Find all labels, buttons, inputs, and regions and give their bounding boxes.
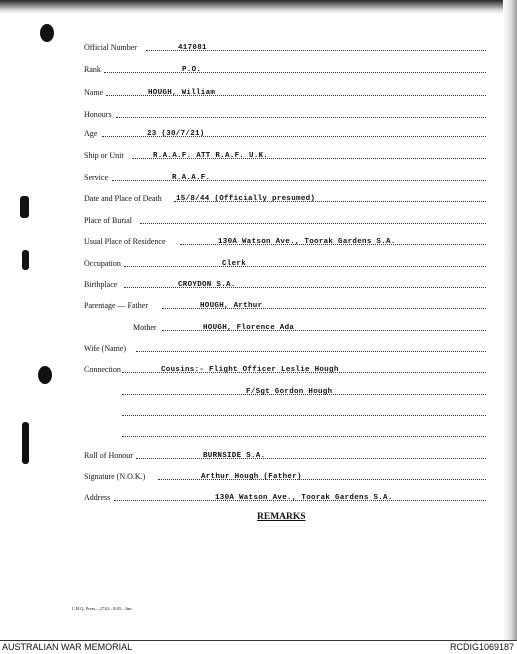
scan-edge-top — [0, 0, 517, 14]
mother-row — [84, 319, 486, 333]
place-burial-label: Place of Burial — [84, 216, 132, 225]
usual-residence-row — [84, 233, 486, 247]
occupation-label: Occupation — [84, 259, 121, 268]
official-number-label: Official Number — [84, 43, 137, 52]
rank-value: P.O. — [182, 66, 202, 74]
address-value: 130A Watson Ave., Toorak Gardens S.A. — [215, 494, 393, 502]
footer-bar — [0, 640, 517, 654]
age-value: 23 (30/7/21) — [147, 130, 205, 138]
connection-value: Cousins:- Flight Officer Leslie Hough — [161, 366, 339, 374]
date-place-death-row — [84, 190, 486, 204]
signature-nok-value: Arthur Hough (Father) — [201, 473, 302, 481]
name-row — [84, 84, 486, 98]
connection-line-2-value: F/Sgt Gordon Hough — [246, 388, 333, 396]
binding-mark — [22, 422, 29, 464]
signature-nok-row — [84, 468, 486, 482]
parentage-father-label: Parentage — Father — [84, 301, 148, 310]
official-number-row — [84, 39, 486, 53]
official-number-value: 417081 — [178, 44, 207, 52]
occupation-row — [84, 255, 486, 269]
birthplace-row — [84, 276, 486, 290]
rank-row — [84, 61, 486, 75]
remarks-heading: REMARKS — [257, 512, 306, 522]
connection-line-4 — [84, 425, 486, 439]
roll-of-honour-value: BURNSIDE S.A. — [203, 452, 266, 460]
usual-residence-label: Usual Place of Residence — [84, 237, 166, 246]
punch-hole-mark — [38, 366, 52, 384]
name-label: Name — [84, 88, 104, 97]
address-label: Address — [84, 493, 111, 502]
place-burial-row — [84, 212, 486, 226]
mother-label: Mother — [133, 323, 157, 332]
rank-label: Rank — [84, 65, 101, 74]
birthplace-label: Birthplace — [84, 280, 118, 289]
scan-edge-right — [503, 0, 517, 640]
service-label: Service — [84, 173, 108, 182]
wife-label: Wife (Name) — [84, 344, 127, 353]
occupation-value: Clerk — [222, 260, 247, 268]
honours-label: Honours — [84, 110, 112, 119]
ship-or-unit-value: R.A.A.F. ATT R.A.F. U.K. — [153, 152, 269, 160]
printer-note: L.H.Q. Press—2720—8/45—6m. — [72, 606, 133, 611]
connection-line-2 — [84, 383, 486, 397]
connection-label: Connection — [84, 365, 121, 374]
age-label: Age — [84, 129, 98, 138]
binding-mark — [22, 250, 29, 270]
roll-of-honour-label: Roll of Honour — [84, 451, 133, 460]
service-value: R.A.A.F. — [172, 174, 211, 182]
name-value: HOUGH, William — [148, 89, 216, 97]
parentage-father-row — [84, 297, 486, 311]
wife-row — [84, 340, 486, 354]
date-place-death-value: 15/8/44 (Officially presumed) — [176, 195, 316, 203]
usual-residence-value: 130A Watson Ave., Toorak Gardens S.A. — [218, 238, 396, 246]
honours-row — [84, 106, 486, 120]
ship-or-unit-row — [84, 147, 486, 161]
binding-mark — [20, 196, 29, 218]
footer-source: AUSTRALIAN WAR MEMORIAL — [2, 642, 133, 652]
address-row — [84, 489, 486, 503]
punch-hole-mark — [40, 24, 54, 42]
ship-or-unit-label: Ship or Unit — [84, 151, 124, 160]
service-row — [84, 169, 486, 183]
connection-line-3 — [84, 404, 486, 418]
mother-value: HOUGH, Florence Ada — [203, 324, 295, 332]
footer-record-id: RCDIG1069187 — [449, 642, 514, 652]
date-place-death-label: Date and Place of Death — [84, 194, 162, 203]
signature-nok-label: Signature (N.O.K.) — [84, 472, 146, 481]
parentage-father-value: HOUGH, Arthur — [200, 302, 263, 310]
roll-of-honour-row — [84, 447, 486, 461]
connection-row — [84, 361, 486, 375]
age-row — [84, 125, 486, 139]
birthplace-value: CROYDON S.A. — [178, 281, 236, 289]
